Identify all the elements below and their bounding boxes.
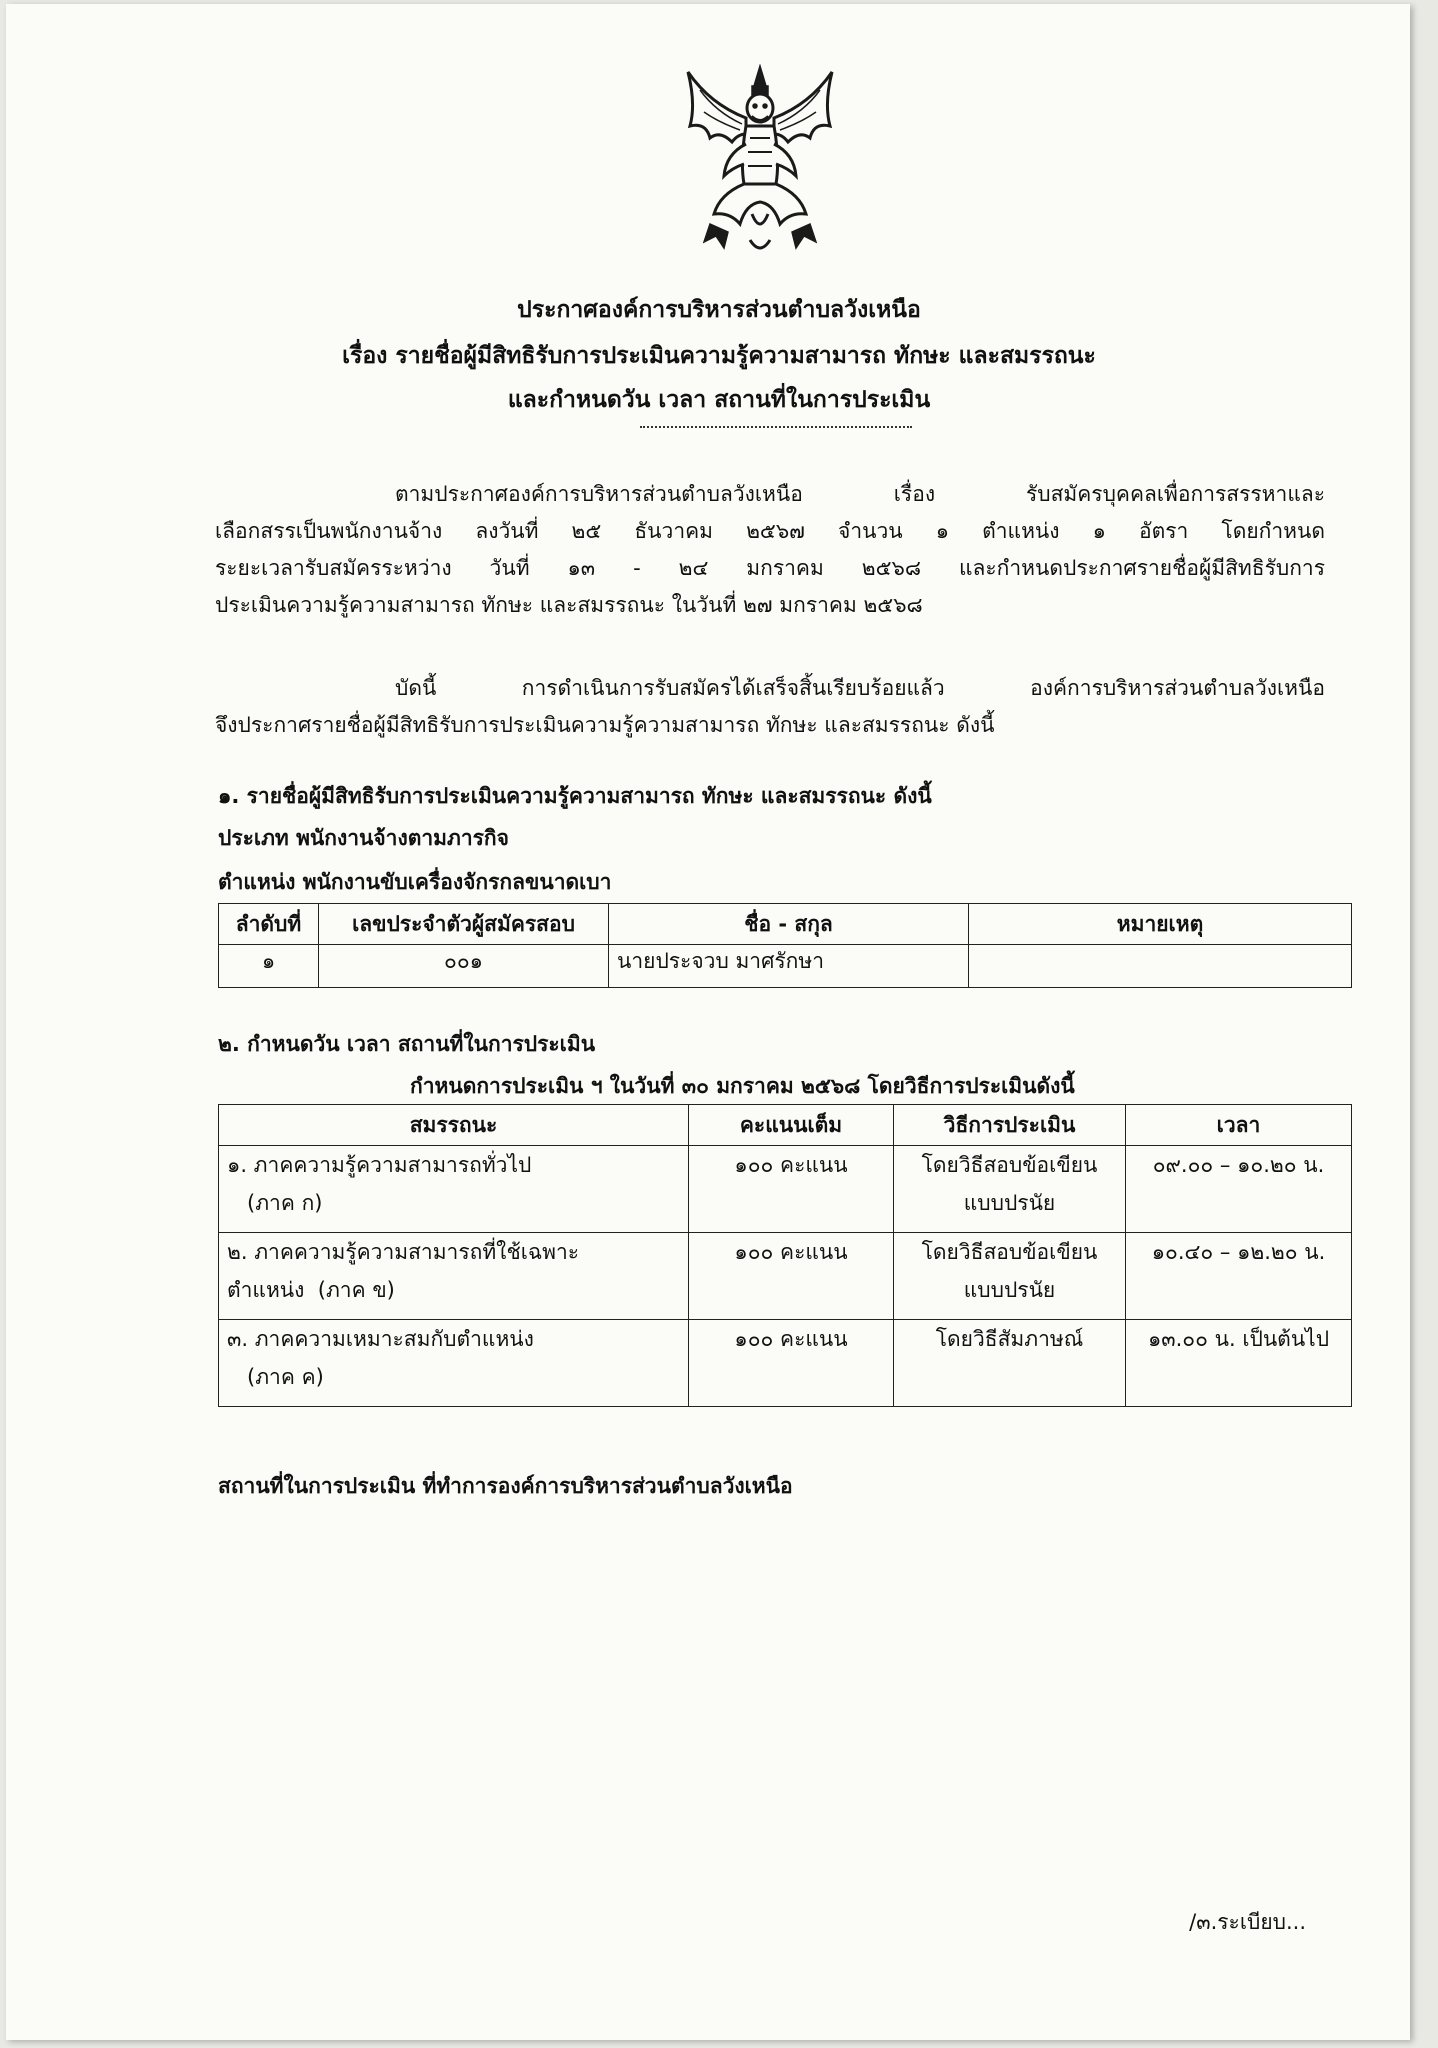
table-row [219,1233,1352,1320]
method-line-2: แบบปรนัย [963,1278,1056,1302]
garuda-emblem-icon [680,64,840,259]
header-method: วิธีการประเมิน [894,1105,1126,1146]
table-row [219,1146,1352,1233]
competency-line-2: (ภาค ก) [227,1191,323,1215]
venue-line: สถานที่ในการประเมิน ที่ทำการองค์การบริหารส่วนตำบลวังเหนือ [218,1474,793,1498]
table-row [219,1320,1352,1407]
cell-score: ๑๐๐ คะแนน [689,1233,894,1320]
cell-time: ๑๐.๔๐ – ๑๒.๒๐ น. [1126,1233,1352,1320]
cell-name: นายประจวบ มาศรักษา [609,945,969,988]
cell-method [894,1146,1126,1233]
dotted-divider [640,426,912,428]
section-2-heading: ๒. กำหนดวัน เวลา สถานที่ในการประเมิน [218,1032,596,1056]
table-row [219,945,1352,988]
cell-competency [219,1320,689,1407]
table-header-row [219,1105,1352,1146]
cell-method [894,1320,1126,1407]
method-line-1: โดยวิธีสอบข้อเขียน [921,1153,1098,1177]
competency-line-2: (ภาค ค) [227,1365,324,1389]
subject-line-2: และกำหนดวัน เวลา สถานที่ในการประเมิน [507,387,931,413]
method-line-1: โดยวิธีสอบข้อเขียน [921,1240,1098,1264]
paragraph-2 [215,670,1325,744]
cell-time: ๑๓.๐๐ น. เป็นต้นไป [1126,1320,1352,1407]
cell-method [894,1233,1126,1320]
header-name: ชื่อ - สกุล [609,904,969,945]
cell-competency [219,1233,689,1320]
paragraph-2-line-1: บัดนี้ การดำเนินการรับสมัครได้เสร็จสิ้นเรียบร้อยแล้ว องค์การบริหารส่วนตำบลวังเหนือ [395,676,1325,700]
competency-line-1: ๑. ภาคความรู้ความสามารถทั่วไป [227,1153,532,1177]
cell-remark [969,945,1352,988]
header-order: ลำดับที่ [219,904,319,945]
header-competency: สมรรถนะ [219,1105,689,1146]
header-applicant-id: เลขประจำตัวผู้สมัครสอบ [319,904,609,945]
continuation-note: /๓.ระเบียบ... [1189,1910,1306,1934]
header-remark: หมายเหตุ [969,904,1352,945]
cell-order: ๑ [219,945,319,988]
competency-line-1: ๒. ภาคความรู้ความสามารถที่ใช้เฉพาะ [227,1240,580,1264]
paragraph-1-line-1: ตามประกาศองค์การบริหารส่วนตำบลวังเหนือ เรื่อง รับสมัครบุคคลเพื่อการสรรหาและ [395,482,1325,506]
position-title: ตำแหน่ง พนักงานขับเครื่องจักรกลขนาดเบา [218,870,612,894]
employee-type: ประเภท พนักงานจ้างตามภารกิจ [218,826,509,850]
table-header-row [219,904,1352,945]
cell-competency [219,1146,689,1233]
paragraph-2-line-2: จึงประกาศรายชื่อผู้มีสิทธิรับการประเมินความรู้ความสามารถ ทักษะ และสมรรถนะ ดังนี้ [215,713,995,737]
cell-score: ๑๐๐ คะแนน [689,1320,894,1407]
schedule-line: กำหนดการประเมิน ฯ ในวันที่ ๓๐ มกราคม ๒๕๖๘ โดยวิธีการประเมินดังนี้ [410,1074,1075,1098]
header-time: เวลา [1126,1105,1352,1146]
subject-line-1: เรื่อง รายชื่อผู้มีสิทธิรับการประเมินความรู้ความสามารถ ทักษะ และสมรรถนะ [342,343,1096,369]
paragraph-1-line-4: ประเมินความรู้ความสามารถ ทักษะ และสมรรถนะ ในวันที่ ๒๗ มกราคม ๒๕๖๘ [215,593,923,617]
candidate-table [218,903,1352,988]
assessment-table [218,1104,1352,1407]
announcement-title: ประกาศองค์การบริหารส่วนตำบลวังเหนือ [517,297,921,323]
cell-score: ๑๐๐ คะแนน [689,1146,894,1233]
cell-time: ๐๙.๐๐ – ๑๐.๒๐ น. [1126,1146,1352,1233]
competency-line-1: ๓. ภาคความเหมาะสมกับตำแหน่ง [227,1327,534,1351]
cell-applicant-id: ๐๐๑ [319,945,609,988]
paragraph-1-line-2: เลือกสรรเป็นพนักงานจ้าง ลงวันที่ ๒๕ ธันวาคม ๒๕๖๗ จำนวน ๑ ตำแหน่ง ๑ อัตรา โดยกำหนด [215,519,1325,543]
paragraph-1-line-3: ระยะเวลารับสมัครระหว่าง วันที่ ๑๓ - ๒๔ มกราคม ๒๕๖๘ และกำหนดประกาศรายชื่อผู้มีสิทธิรับการ [215,556,1325,580]
competency-line-2: ตำแหน่ง (ภาค ข) [227,1278,395,1302]
method-line-2: แบบปรนัย [963,1191,1056,1215]
paragraph-1 [215,476,1325,624]
section-1-heading: ๑. รายชื่อผู้มีสิทธิรับการประเมินความรู้ความสามารถ ทักษะ และสมรรถนะ ดังนี้ [218,784,932,808]
method-line-1: โดยวิธีสัมภาษณ์ [935,1327,1084,1351]
header-full-score: คะแนนเต็ม [689,1105,894,1146]
